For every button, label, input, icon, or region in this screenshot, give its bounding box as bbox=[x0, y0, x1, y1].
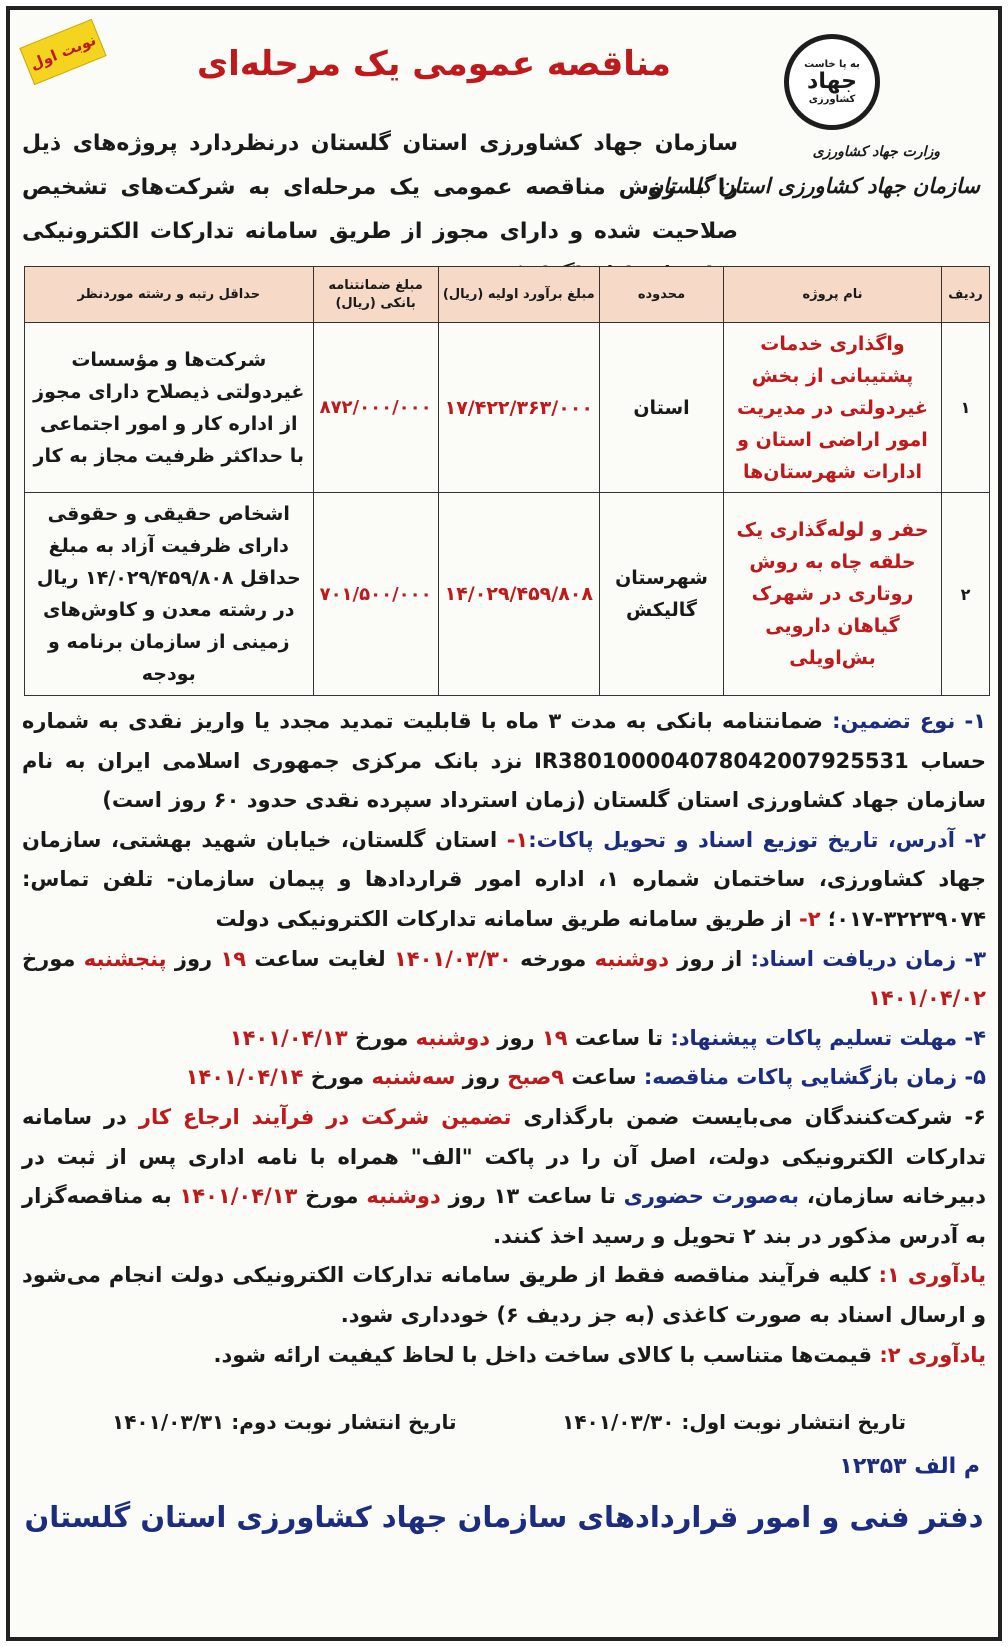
first-publication-date: تاریخ انتشار نوبت اول: ۱۴۰۱/۰۳/۳۰ bbox=[562, 1410, 906, 1434]
header-requirement: حداقل رتبه و رشته موردنظر bbox=[25, 267, 314, 323]
item-text: در سامانه تدارکات الکترونیکی دولت، اصل آن را در پاکت "الف" همراه با نامه اداری پس از ثبت در دبیرخانه سازمان، bbox=[22, 1104, 986, 1209]
organization-logo bbox=[647, 24, 980, 224]
item-text: تا ساعت ۱۳ روز bbox=[440, 1184, 624, 1209]
item-sub-number: ۲- bbox=[799, 906, 821, 931]
item-participant-obligation bbox=[22, 1098, 986, 1256]
highlight-text: به‌صورت حضوری bbox=[623, 1184, 799, 1209]
cell-requirement: اشخاص حقیقی و حقوقی دارای ظرفیت آزاد به مبلغ حداقل ۱۴/۰۲۹/۴۵۹/۸۰۸ ریال در رشته معدن و کاوش‌های زمینی از سازمان برنامه و بودجه bbox=[25, 493, 314, 696]
note-text: کلیه فرآیند مناقصه فقط از طریق سامانه تدارکات الکترونیکی دولت انجام می‌شود و ارسال اسناد به صورت کاغذی (به جز ردیف ۶) خودداری شود. bbox=[22, 1263, 986, 1327]
date-value: ۱۴۰۱/۰۴/۱۳ bbox=[179, 1184, 298, 1209]
header-area: محدوده bbox=[600, 267, 724, 323]
day-name: دوشنبه bbox=[415, 1025, 491, 1050]
cell-estimate: ۱۴/۰۲۹/۴۵۹/۸۰۸ bbox=[438, 493, 599, 696]
day-name: پنجشنبه bbox=[83, 946, 167, 971]
second-publication-date: تاریخ انتشار نوبت دوم: ۱۴۰۱/۰۳/۳۱ bbox=[112, 1410, 457, 1434]
cell-requirement: شرکت‌ها و مؤسسات غیردولتی ذیصلاح دارای مجوز از اداره کار و امور اجتماعی با حداکثر ظرفیت مجاز به کار bbox=[25, 323, 314, 493]
table-header-row bbox=[25, 267, 990, 323]
edition-badge: نوبت اول bbox=[19, 19, 106, 85]
item-text: تا ساعت bbox=[567, 1025, 671, 1050]
item-text: از طریق سامانه طریق سامانه تدارکات الکترونیکی دولت bbox=[215, 906, 800, 931]
item-text: روز bbox=[455, 1065, 508, 1090]
cell-estimate: ۱۷/۴۲۲/۳۶۳/۰۰۰ bbox=[438, 323, 599, 493]
tender-notice bbox=[6, 6, 1002, 1641]
header-estimate: مبلغ برآورد اولیه (ریال) bbox=[438, 267, 599, 323]
item-text: ۶- شرکت‌کنندگان می‌بایست ضمن بارگذاری bbox=[511, 1104, 986, 1129]
hour-value: ۹صبح bbox=[507, 1065, 565, 1090]
note-1 bbox=[22, 1256, 986, 1335]
emblem-bottom-text: کشاورزی bbox=[808, 94, 856, 106]
ministry-name: وزارت جهاد کشاورزی bbox=[812, 144, 940, 160]
header-row-number: ردیف bbox=[942, 267, 990, 323]
table-row bbox=[25, 323, 990, 493]
date-value: ۱۴۰۱/۰۳/۳۰ bbox=[393, 946, 512, 971]
cell-guarantee: ۷۰۱/۵۰۰/۰۰۰ bbox=[313, 493, 438, 696]
organization-name: سازمان جهاد کشاورزی استان گلستان bbox=[647, 174, 980, 198]
date-value: ۱۴۰۱/۰۴/۱۴ bbox=[185, 1065, 304, 1090]
hour-value: ۱۹ bbox=[220, 946, 247, 971]
item-text: ضمانتنامه بانکی به مدت ۳ ماه با قابلیت تمدید مجدد یا واریز نقدی به شماره حساب IR380100004078042007925531 نزد بانک مرکزی جمهوری اسلامی ایران به نام سازمان جهاد کشاورزی استان گلستان (زمان استرداد سپرده نقدی حدود ۶۰ روز است) bbox=[22, 709, 986, 813]
item-text: مورخ bbox=[22, 946, 84, 971]
note-label: یادآوری ۲: bbox=[879, 1342, 986, 1367]
cell-area: شهرستان گالیکش bbox=[600, 493, 724, 696]
item-text: مورخه bbox=[511, 946, 595, 971]
item-text: لغایت ساعت bbox=[246, 946, 394, 971]
item-sub-number: ۱- bbox=[506, 827, 529, 852]
item-document-period bbox=[22, 940, 986, 1019]
intro-paragraph: سازمان جهاد کشاورزی استان گلستان درنظردارد پروژه‌های ذیل را با روش مناقصه عمومی یک مرحله‌ای به شرکت‌های تشخیص صلاحیت شده و دارای مجوز از طریق سامانه تدارکات الکترونیکی bbox=[22, 131, 738, 244]
item-address bbox=[22, 821, 986, 940]
header-guarantee: مبلغ ضمانتنامه بانکی (ریال) bbox=[313, 267, 438, 323]
item-text: از روز bbox=[668, 946, 751, 971]
table-row bbox=[25, 493, 990, 696]
cell-row-number: ۲ bbox=[942, 493, 990, 696]
cell-row-number: ۱ bbox=[942, 323, 990, 493]
footer-office: دفتر فنی و امور قراردادهای سازمان جهاد کشاورزی استان گلستان bbox=[24, 1500, 984, 1534]
header-project-name: نام پروژه bbox=[724, 267, 942, 323]
day-name: سه‌شنبه bbox=[371, 1065, 456, 1090]
item-text: مورخ bbox=[347, 1025, 416, 1050]
day-name: دوشنبه bbox=[594, 946, 669, 971]
projects-table bbox=[24, 266, 990, 696]
highlight-text: تضمین شرکت در فرآیند ارجاع کار bbox=[138, 1104, 512, 1129]
page-title: مناقصه عمومی یک مرحله‌ای bbox=[197, 44, 671, 84]
item-label: ۲- آدرس، تاریخ توزیع اسناد و تحویل پاکات: bbox=[528, 827, 986, 852]
note-text: قیمت‌ها متناسب با کالای ساخت داخل با لحاظ کیفیت ارائه شود. bbox=[213, 1342, 880, 1367]
item-label: ۴- مهلت تسلیم پاکات پیشنهاد: bbox=[670, 1025, 986, 1050]
item-text: استان گلستان، خیابان شهید بهشتی، سازمان جهاد کشاورزی، ساختمان شماره ۱، اداره امور قراردادها و پیمان سازمان- تلفن تماس: ۳۲۲۳۹۰۷۴-۰۱۷؛ bbox=[22, 827, 986, 931]
item-text: مورخ bbox=[303, 1065, 372, 1090]
date-value: ۱۴۰۱/۰۴/۱۳ bbox=[229, 1025, 348, 1050]
day-name: دوشنبه bbox=[366, 1184, 441, 1209]
item-text: مورخ bbox=[297, 1184, 367, 1209]
notice-code: م الف ۱۲۳۵۳ bbox=[839, 1454, 980, 1479]
item-text: روز bbox=[490, 1025, 542, 1050]
note-2 bbox=[22, 1336, 986, 1376]
item-guarantee-type bbox=[22, 702, 986, 821]
publication-dates bbox=[22, 1410, 986, 1450]
jahad-emblem bbox=[784, 34, 880, 130]
item-text: ساعت bbox=[564, 1065, 644, 1090]
cell-project-name: حفر و لوله‌گذاری یک حلقه چاه به روش روتاری در شهرک گیاهان دارویی بش‌اویلی bbox=[724, 493, 942, 696]
item-text: به مناقصه‌گزار به آدرس مذکور در بند ۲ تحویل و رسید اخذ کنند. bbox=[22, 1184, 986, 1248]
cell-area: استان bbox=[600, 323, 724, 493]
item-label: ۵- زمان بازگشایی پاکات مناقصه: bbox=[643, 1065, 986, 1090]
conditions-section bbox=[22, 702, 986, 1375]
item-submission-deadline bbox=[22, 1019, 986, 1059]
item-opening-time bbox=[22, 1058, 986, 1098]
cell-project-name: واگذاری خدمات پشتیبانی از بخش غیردولتی در مدیریت امور اراضی استان و ادارات شهرستان‌ها bbox=[724, 323, 942, 493]
emblem-top-text: به پا خاست bbox=[804, 58, 860, 70]
item-label: ۳- زمان دریافت اسناد: bbox=[750, 946, 987, 971]
item-text: روز bbox=[166, 946, 221, 971]
cell-guarantee: ۸۷۲/۰۰۰/۰۰۰ bbox=[313, 323, 438, 493]
date-value: ۱۴۰۱/۰۴/۰۲ bbox=[868, 986, 986, 1011]
hour-value: ۱۹ bbox=[541, 1025, 568, 1050]
item-label: ۱- نوع تضمین: bbox=[832, 709, 987, 733]
note-label: یادآوری ۱: bbox=[878, 1263, 986, 1288]
emblem-main-text: جهاد bbox=[807, 68, 857, 94]
